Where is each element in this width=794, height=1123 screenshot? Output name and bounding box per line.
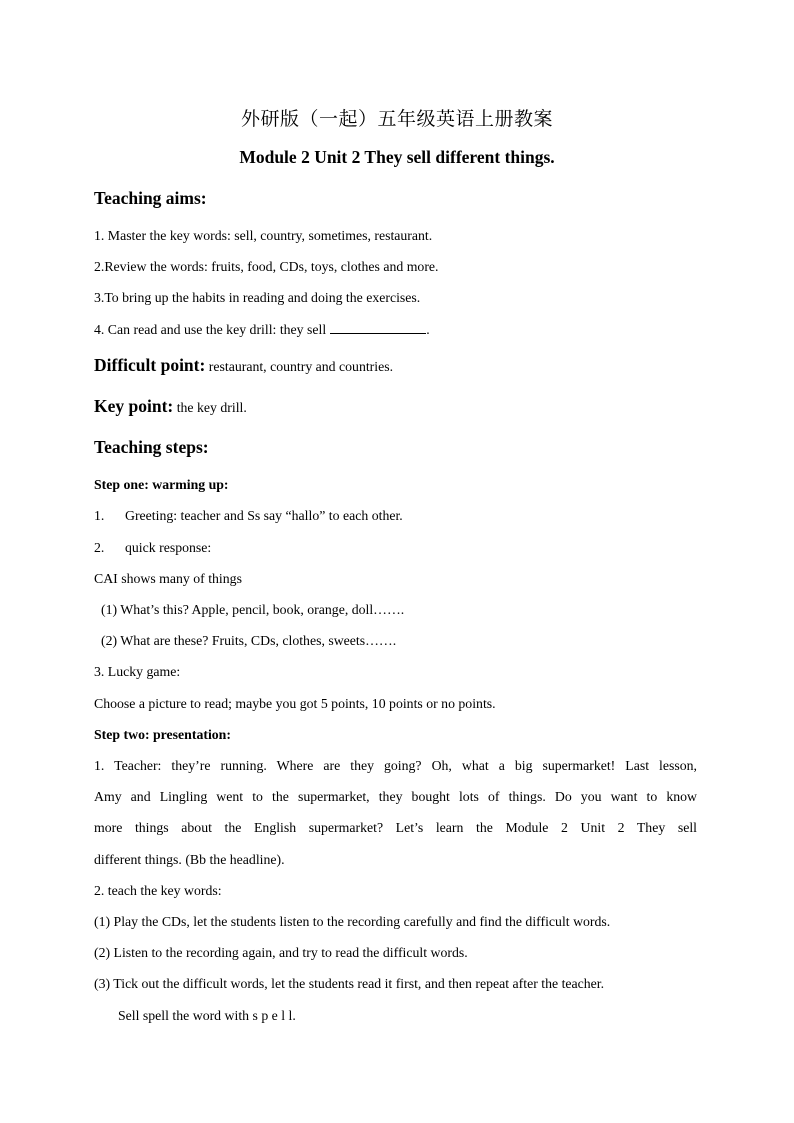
step-one-line-2-num: 2. (94, 540, 105, 555)
step-one-line-1-num: 1. (94, 508, 105, 523)
step-one-line-1 (94, 508, 403, 524)
step-two-paragraph-line-1: 1. Teacher: they’re running. Where are they going? Oh, what a big supermarket! Last lesson, (94, 758, 697, 773)
difficult-point-text: restaurant, country and countries. (205, 359, 394, 374)
step-one-line-2 (94, 540, 211, 556)
step-one-line-6: 3. Lucky game: (94, 664, 181, 679)
difficult-point-label: Difficult point: (94, 355, 206, 375)
step-two-paragraph-line-4: different things. (Bb the headline). (94, 852, 285, 867)
step-two-paragraph-line-2: Amy and Lingling went to the supermarket, they bought lots of things. Do you want to know (94, 789, 697, 804)
step-two-paragraph-line-3: more things about the English supermarket? Let’s learn the Module 2 Unit 2 They sell (94, 820, 697, 835)
fill-in-blank (330, 321, 426, 334)
aim-item-1: 1. Master the key words: sell, country, sometimes, restaurant. (94, 228, 433, 243)
key-point-text: the key drill. (173, 400, 247, 415)
aim-item-4-text: 4. Can read and use the key drill: they sell (94, 322, 327, 337)
step-two-heading: Step two: presentation: (94, 727, 231, 742)
teaching-aims-heading: Teaching aims: (94, 188, 207, 208)
key-point (94, 396, 247, 417)
step-two-line-3: (1) Play the CDs, let the students listen to the recording carefully and find the difficult words. (94, 914, 611, 929)
aim-item-4 (94, 321, 430, 338)
step-two-line-2: 2. teach the key words: (94, 883, 222, 898)
step-one-line-2-text: quick response: (125, 540, 212, 555)
teaching-steps-heading: Teaching steps: (94, 437, 209, 457)
step-one-line-3: CAI shows many of things (94, 571, 242, 586)
aim-item-2: 2.Review the words: fruits, food, CDs, toys, clothes and more. (94, 259, 439, 274)
step-one-heading: Step one: warming up: (94, 477, 229, 492)
key-point-label: Key point: (94, 396, 174, 416)
step-one-line-4: (1) What’s this? Apple, pencil, book, orange, doll……. (101, 602, 405, 617)
aim-item-3: 3.To bring up the habits in reading and doing the exercises. (94, 290, 421, 305)
step-one-line-1-text: Greeting: teacher and Ss say “hallo” to each other. (125, 508, 403, 523)
step-two-line-5: (3) Tick out the difficult words, let the students read it first, and then repeat after the teacher. (94, 976, 605, 991)
step-one-line-7: Choose a picture to read; maybe you got 5 points, 10 points or no points. (94, 696, 496, 711)
step-two-line-6: Sell spell the word with s p e l l. (118, 1008, 296, 1023)
aim-item-4-end: . (426, 322, 430, 337)
document-title: 外研版（一起）五年级英语上册教案 (240, 108, 553, 130)
difficult-point (94, 355, 393, 376)
document-subtitle: Module 2 Unit 2 They sell different things. (239, 147, 555, 167)
step-one-line-5: (2) What are these? Fruits, CDs, clothes, sweets……. (101, 633, 397, 648)
step-two-line-4: (2) Listen to the recording again, and try to read the difficult words. (94, 945, 468, 960)
